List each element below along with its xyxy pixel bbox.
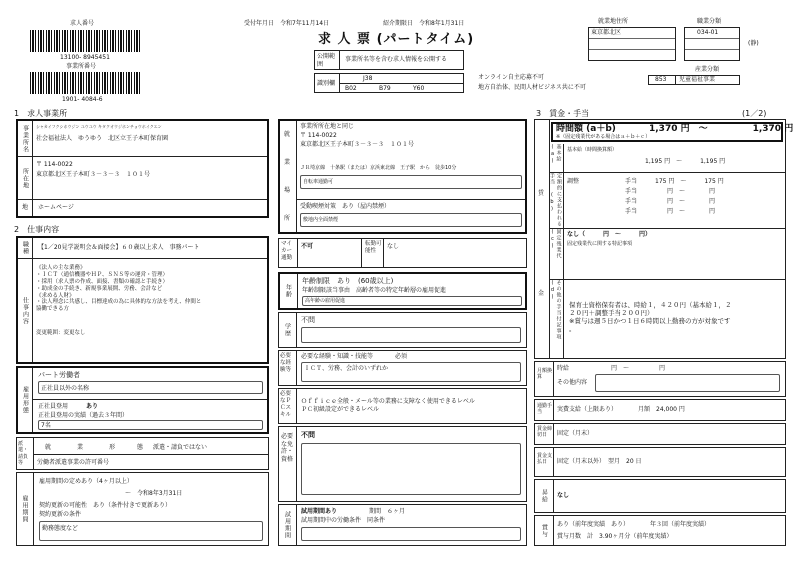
industry-label: 産業分類 bbox=[695, 66, 720, 73]
workplace-access: ＪＲ埼京線 十条駅（または）京浜東北線 王子駅 から 徒歩10分 bbox=[300, 165, 457, 171]
dispatch-col: 態 bbox=[137, 444, 144, 451]
car-value: 不可 bbox=[301, 243, 314, 250]
dispatch-col: 形 bbox=[109, 444, 116, 451]
license-label: 必要な免許・資格 bbox=[281, 433, 294, 463]
overtime-note: 固定残業代に関する特記事項 bbox=[567, 241, 633, 247]
conversion-block bbox=[534, 361, 786, 397]
desc-line: 協働できる方 bbox=[36, 306, 70, 313]
other-line: 保育士資格保有者は、時給１，４２０円（基本給１，２ bbox=[569, 301, 732, 309]
commute-allowance-block bbox=[534, 399, 786, 421]
edu-label: 学歴 bbox=[283, 323, 291, 337]
regular-count-box bbox=[38, 420, 263, 430]
office-number-label: 事業所番号 bbox=[66, 63, 97, 70]
employer-kana: シャカイフクシホウジン ユウユウ キタクオウジホンチョウホイクエン bbox=[36, 124, 162, 129]
hp-mark: 地 bbox=[22, 204, 29, 211]
employment-name: 正社員以外の名称 bbox=[41, 385, 90, 392]
publish-value: 事業所名等を含む求人情報を公開する bbox=[345, 56, 448, 63]
bonus-months: 賞与月数 計 3.90ヶ月分（前年度実績） bbox=[557, 533, 673, 540]
age-detail-box bbox=[302, 296, 522, 306]
class-code: J38 bbox=[363, 75, 373, 82]
renew-condition-box bbox=[39, 521, 263, 541]
class-box bbox=[314, 73, 464, 93]
other-line: 。 bbox=[569, 325, 576, 334]
license-value: 不問 bbox=[301, 431, 315, 439]
change-scope: 変更範囲：変更なし bbox=[36, 330, 86, 336]
age-label: 年齢 bbox=[284, 284, 292, 298]
section2-title: 2 仕事内容 bbox=[14, 225, 60, 234]
employer-name-label: 事業所名 bbox=[21, 124, 29, 153]
trial-value: 試用期間あり bbox=[301, 508, 338, 515]
smoke-box bbox=[300, 213, 522, 227]
bonus-label: 賞与 bbox=[540, 523, 548, 538]
allowance-title: 調整 bbox=[567, 178, 580, 185]
workplace-address: 東京都北区王子本町３－３－３ １０１号 bbox=[300, 141, 415, 148]
pc-skill: Ｏｆｆｉｃｅ全般・メール等の業務に支障なく使用できるレベル bbox=[301, 398, 475, 405]
workplace-label: 就 bbox=[284, 131, 291, 138]
payday-value: 固定（月末以外） 翌月 20 日 bbox=[557, 458, 642, 465]
class-code: Y60 bbox=[413, 85, 425, 92]
hourly-value: 1,370 円 ～ 1,370 円 bbox=[649, 124, 794, 134]
desc-line: 《求める人財》 bbox=[36, 292, 75, 299]
accepted-date: 受付年月日 令和7年11月14日 bbox=[244, 20, 330, 27]
bonus-value: あり（前年度実績 あり） 年３回（前年度実績） bbox=[557, 521, 711, 528]
static-mark: (静) bbox=[748, 40, 759, 47]
industry-box bbox=[648, 75, 740, 85]
class-code: B79 bbox=[379, 85, 391, 92]
exp-box bbox=[301, 362, 521, 382]
section3-title: 3 賃金・手当 bbox=[536, 109, 590, 118]
publish-box bbox=[314, 50, 464, 70]
employer-zip: 〒 114-0022 bbox=[36, 161, 73, 168]
hourly-note: ※（固定残業代がある場合はａ＋ｂ＋ｃ） bbox=[556, 134, 651, 140]
workplace-label: 場 bbox=[284, 187, 291, 194]
employment-type: パート労働者 bbox=[38, 371, 80, 379]
job-block bbox=[16, 236, 269, 364]
smoke-title: 受動喫煙対策 あり（屋内禁煙） bbox=[300, 203, 391, 210]
workplace-zip: 〒 114-0022 bbox=[300, 132, 337, 139]
employment-block bbox=[16, 366, 269, 434]
class-label: 識別欄 bbox=[317, 80, 336, 87]
allowance-row: 手当 175 円 ～ 175 円 bbox=[625, 178, 724, 185]
trial-label: 試用期間 bbox=[283, 511, 291, 539]
period-label: 雇用期間 bbox=[21, 495, 28, 523]
job-label: 職種 bbox=[21, 241, 29, 255]
agency-note: 地方自治体、民間人材ビジネス共に不可 bbox=[478, 84, 586, 91]
license-block bbox=[278, 426, 527, 502]
smoke-detail: 敷地内全面禁煙 bbox=[303, 217, 339, 223]
regular-record: 正社員登用の実績（過去３年間） bbox=[38, 412, 129, 419]
employer-name: 社会福祉法人 ゆうゆう 北区立王子本町保育園 bbox=[36, 135, 169, 142]
regular-value: あり bbox=[86, 403, 99, 410]
dispatch-value: 派遣・請負ではない bbox=[153, 444, 208, 451]
job-barcode bbox=[30, 30, 140, 52]
edu-value: 不問 bbox=[301, 316, 315, 324]
workplace-same: 事業所所在地と同じ bbox=[300, 123, 355, 130]
regular-label: 正社員登用 bbox=[38, 403, 69, 410]
payday-label: 賃金支払日 bbox=[537, 453, 553, 466]
desc-line: 《法人の主な業務》 bbox=[36, 265, 86, 271]
other-allowance-label: その他の手当付記事項 (d) bbox=[549, 280, 562, 340]
edu-block bbox=[278, 312, 527, 348]
expiry-date: 紹介期限日 令和8年1月31日 bbox=[383, 20, 465, 27]
online-note: オンライン自主応募不可 bbox=[478, 74, 544, 81]
desc-line: ・採用（求人票の作成、面接、書類の確認と手続き） bbox=[36, 278, 169, 285]
other-allowance bbox=[569, 301, 732, 334]
renew-possibility: 契約更新の可能性 あり（条件付きで更新あり） bbox=[39, 502, 172, 509]
conversion-box bbox=[595, 374, 780, 392]
age-value: 年齢制限 あり (60歳以上) bbox=[302, 277, 394, 285]
trial-block bbox=[278, 504, 527, 546]
section1-title: 1 求人事業所 bbox=[14, 109, 68, 118]
base-label: 基本給 (a) bbox=[549, 144, 562, 165]
other-line: ※賞与は週５日かつ１日６時間以上勤務の方が対象です bbox=[569, 317, 731, 326]
desc-line: ・ＩＣＴ（通信機器やＨＰ、ＳＮＳ等の運営・管理） bbox=[36, 271, 169, 278]
raise-label: 昇給 bbox=[540, 489, 548, 503]
job-description bbox=[36, 265, 264, 313]
wage-label: 金 bbox=[538, 290, 545, 297]
industry-name: 児童福祉事業 bbox=[679, 76, 716, 83]
period-until: ～ 令和8年3月31日 bbox=[125, 490, 183, 497]
allowance-row: 手当 円 ～ 円 bbox=[625, 198, 716, 205]
cutoff-value: 固定（月末） bbox=[557, 430, 594, 437]
renew-detail: 勤務態度など bbox=[42, 525, 79, 532]
dispatch-block bbox=[16, 437, 269, 470]
age-detail: 高年齢の雇用促進 bbox=[305, 298, 346, 304]
dispatch-permit: 労働者派遣事業の許可番号 bbox=[37, 459, 110, 466]
other-line: ２０円＋調整手当２００円） bbox=[569, 309, 654, 318]
homepage-label: ホームページ bbox=[38, 204, 74, 211]
workplace-label: 所 bbox=[284, 215, 291, 222]
allowance-row: 手当 円 ～ 円 bbox=[625, 208, 716, 215]
commute-allowance: 実費支給（上限あり） 月額 24,000 円 bbox=[557, 406, 685, 413]
desc-line: ・助成金の手続き、新規事業展開、労務、会計など bbox=[36, 285, 163, 292]
employment-label: 雇用形態 bbox=[21, 386, 29, 414]
transfer-label: 転勤可能性 bbox=[365, 241, 382, 254]
occupation-code: 034-01 bbox=[697, 29, 719, 36]
location-box bbox=[588, 27, 676, 61]
trial-condition: 試用期間中の労働条件 同条件 bbox=[301, 517, 386, 524]
workplace-block bbox=[278, 119, 527, 234]
desc-label: 仕事内容 bbox=[21, 296, 29, 325]
office-number: 1901- 4084-6 bbox=[62, 96, 103, 103]
page-title: 求 人 票 (パートタイム) bbox=[318, 32, 475, 47]
job-number: 13100- 8945451 bbox=[60, 54, 110, 61]
dispatch-col: 就 bbox=[45, 444, 52, 451]
car-block bbox=[278, 238, 527, 268]
transfer-value: なし bbox=[387, 243, 400, 250]
location-value: 東京都北区 bbox=[591, 29, 622, 36]
overtime-label: 固定残業代 (c) bbox=[549, 229, 562, 259]
conversion-label: 月額換算 bbox=[537, 368, 553, 381]
exp-title: 必要な経験・知識・技能等 bbox=[301, 353, 374, 360]
base-value: 1,195 円 ～ 1,195 円 bbox=[645, 158, 726, 165]
hourly-title: 時間額 (a＋b) bbox=[556, 124, 616, 134]
dispatch-col: 業 bbox=[77, 444, 84, 451]
address-label: 所在地 bbox=[21, 167, 29, 189]
workplace-label: 業 bbox=[284, 159, 291, 166]
location-label: 就業地住所 bbox=[598, 18, 629, 25]
conversion-rate: 時給 円 ～ 円 bbox=[557, 365, 666, 372]
occupation-box bbox=[684, 27, 740, 61]
base-title: 基本給（時間換算額） bbox=[567, 147, 618, 153]
trial-period: 期間 ６ヶ月 bbox=[369, 508, 406, 515]
period-value: 雇用期間の定めあり（4ヶ月以上） bbox=[39, 478, 133, 485]
pc-skill: ＰＣ初級設定ができるレベル bbox=[301, 406, 380, 413]
age-block bbox=[278, 272, 527, 310]
desc-line: ・法人理念に共感し、目標達成の為に具体的な方法を考え、仲間と bbox=[36, 299, 202, 306]
exp-block bbox=[278, 350, 527, 386]
wage-block bbox=[534, 119, 794, 359]
dispatch-label: 派遣・請負等 bbox=[18, 441, 29, 466]
pc-label: 必要なＰＣスキル bbox=[280, 391, 292, 418]
car-label: マイカー通勤 bbox=[281, 241, 293, 261]
age-reason: 年齢制限該当事由 高齢者等の特定年齢層の雇用促進 bbox=[302, 287, 447, 294]
commute-label: 通勤手当 bbox=[537, 403, 553, 416]
job-title: 【1／20見学説明会＆面接会】６０歳以上求人 事務パート bbox=[38, 244, 200, 251]
exp-required: 必須 bbox=[395, 353, 408, 360]
trial-box bbox=[301, 527, 521, 541]
commute-box bbox=[300, 175, 522, 189]
conversion-other: その他内容 bbox=[557, 379, 588, 386]
class-code: B02 bbox=[345, 85, 357, 92]
publish-label: 公開範囲 bbox=[317, 53, 336, 68]
office-barcode bbox=[30, 72, 140, 94]
license-box bbox=[301, 443, 521, 495]
exp-label: 必要な経験等 bbox=[280, 353, 292, 373]
period-block bbox=[16, 472, 269, 546]
allowance-label: 定額的に支払われる手当 (b) bbox=[549, 173, 562, 227]
pc-block bbox=[278, 388, 527, 424]
occupation-label: 職業分類 bbox=[697, 18, 722, 25]
raise-block bbox=[534, 479, 786, 513]
regular-count: 7名 bbox=[41, 422, 51, 429]
exp-detail: ＩＣＴ、労務、会計のいずれか bbox=[304, 365, 389, 372]
raise-value: なし bbox=[557, 492, 570, 499]
payday-block bbox=[534, 447, 786, 477]
renew-condition-label: 契約更新の条件 bbox=[39, 511, 82, 518]
employer-address: 東京都北区王子本町３－３－３ １０１号 bbox=[36, 171, 151, 178]
wage-label: 賃 bbox=[538, 190, 545, 197]
allowance-row: 手当 円 ～ 円 bbox=[625, 188, 716, 195]
overtime-value: なし（ 円 ～ 円） bbox=[567, 231, 652, 238]
bonus-block bbox=[534, 515, 786, 546]
cutoff-label: 賃金締切日 bbox=[537, 426, 553, 439]
edu-box bbox=[301, 327, 521, 343]
job-number-label: 求人番号 bbox=[70, 20, 95, 27]
hourly-box bbox=[551, 122, 794, 142]
cutoff-block bbox=[534, 423, 786, 445]
page-number: (1／2) bbox=[742, 109, 767, 118]
employer-block bbox=[16, 119, 269, 218]
employment-name-box bbox=[38, 381, 263, 394]
commute-note: 自転車通勤可 bbox=[303, 179, 334, 185]
industry-code: 853 bbox=[655, 76, 667, 83]
